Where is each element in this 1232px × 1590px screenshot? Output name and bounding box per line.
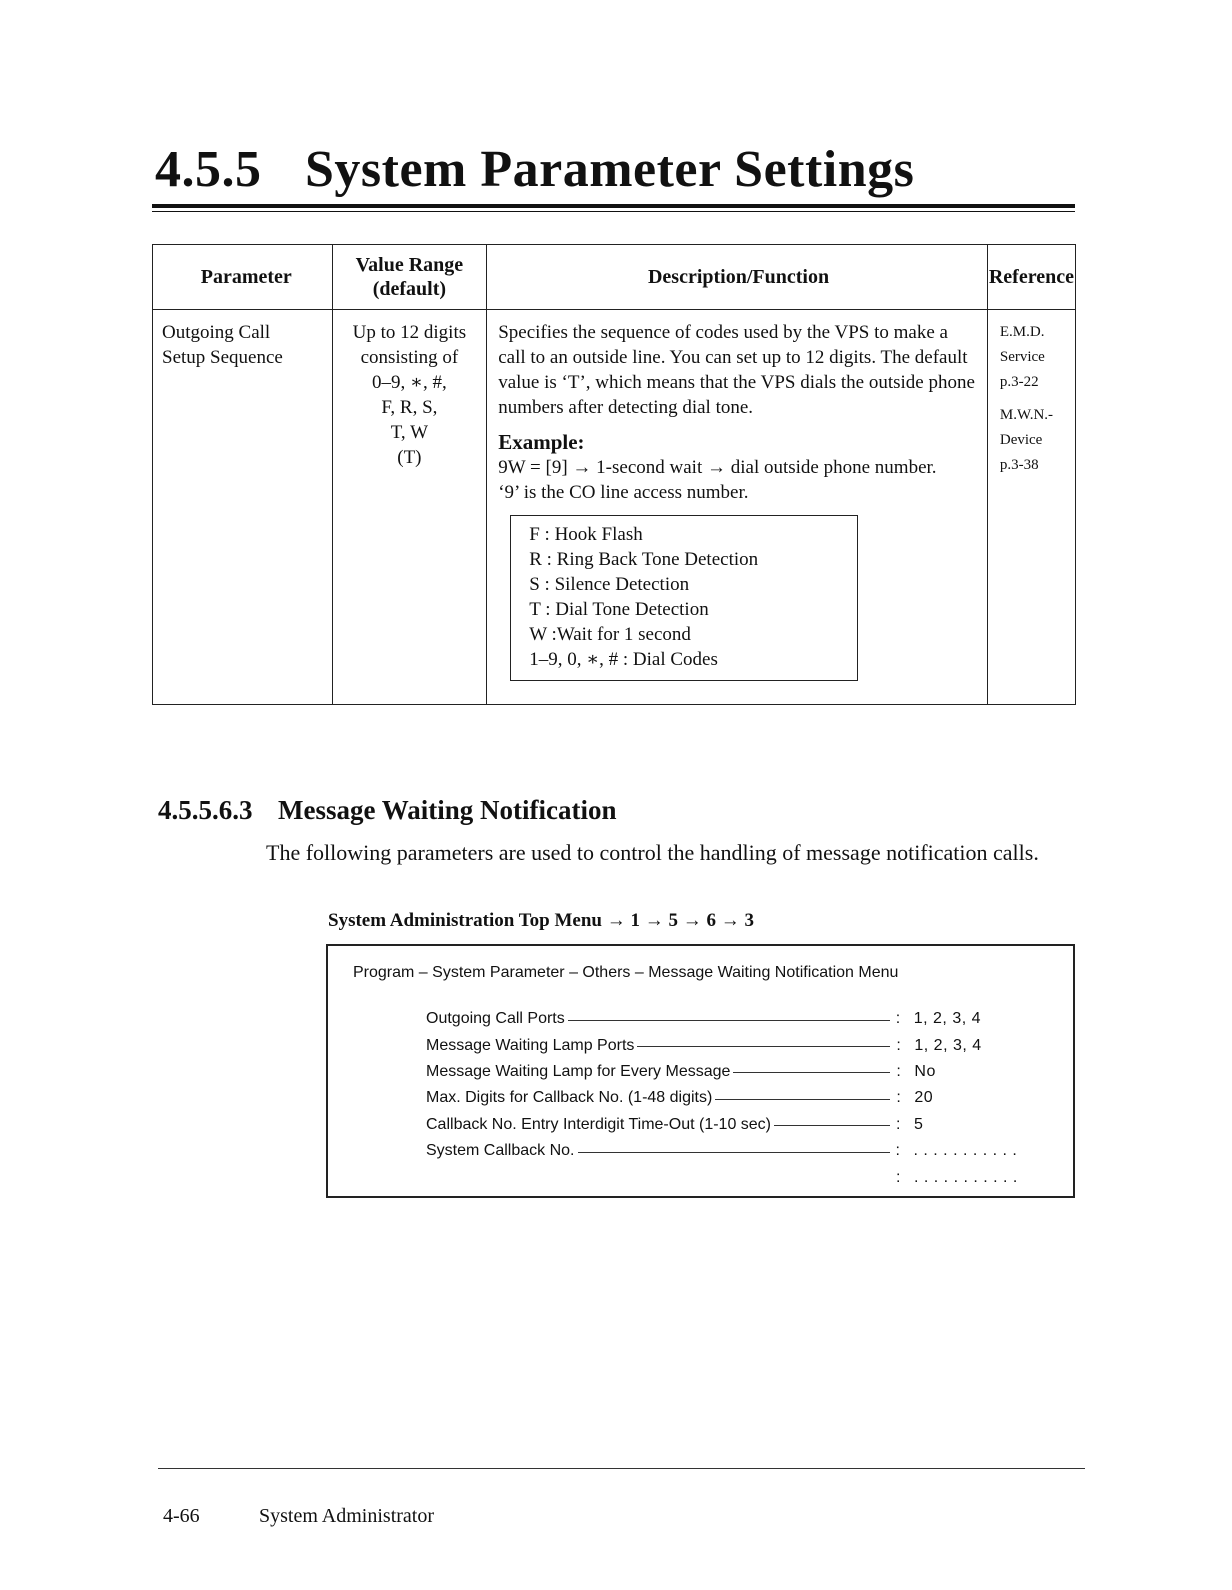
menu-row: [426, 1138, 1018, 1164]
parameter-table: [152, 244, 1076, 705]
code-item: T : Dial Tone Detection: [529, 599, 709, 620]
example-line: ‘9’ is the CO line access number.: [498, 482, 749, 503]
reference-line: M.W.N.-: [999, 407, 1054, 423]
menu-row-label: System Callback No.: [426, 1142, 575, 1160]
menu-row-separator: :: [896, 1115, 901, 1133]
subsection-title: Message Waiting Notification: [278, 795, 617, 825]
reference-line: E.M.D.: [999, 324, 1045, 340]
menu-row-label: Message Waiting Lamp for Every Message: [426, 1062, 731, 1080]
menu-row-value: 5: [914, 1115, 924, 1133]
cell-description: [487, 310, 988, 705]
parameter-line: Outgoing Call: [162, 322, 271, 343]
reference-line: p.3-38: [999, 457, 1039, 473]
menu-row-separator: :: [896, 1089, 901, 1107]
intro-paragraph: The following parameters are used to control the handling of message notification calls.: [266, 840, 1039, 865]
leader-line: [637, 1046, 890, 1047]
reference-line: p.3-22: [999, 374, 1039, 390]
leader-line: [568, 1020, 890, 1021]
menu-row-label: Max. Digits for Callback No. (1-48 digits): [426, 1089, 713, 1107]
dial-codes-box: [510, 515, 858, 681]
header-value-range: [332, 245, 487, 310]
example-heading: Example:: [498, 430, 585, 454]
range-line: Up to 12 digits: [352, 322, 467, 343]
menu-row-label: Outgoing Call Ports: [426, 1010, 565, 1028]
menu-row-value: . . . . . . . . . . .: [914, 1168, 1018, 1186]
menu-row-separator: :: [896, 1062, 901, 1080]
menu-row-separator: :: [896, 1036, 901, 1054]
title-rule-thin: [152, 211, 1075, 212]
menu-row-separator: :: [896, 1168, 901, 1186]
range-line: F, R, S,: [381, 397, 438, 418]
code-item: 1–9, 0, ∗, # : Dial Codes: [529, 649, 718, 670]
header-reference: Reference: [987, 245, 1075, 310]
menu-screen: [326, 944, 1075, 1198]
cell-parameter: [153, 310, 333, 705]
menu-path: System Administration Top Menu → 1 → 5 → 6 → 3: [328, 910, 754, 931]
menu-row-separator: :: [895, 1142, 900, 1160]
menu-row: [426, 1085, 1018, 1111]
cell-value-range: [332, 310, 487, 705]
table-row: [153, 310, 1076, 705]
reference-line: Service: [999, 349, 1045, 365]
menu-row-value: 20: [914, 1089, 934, 1107]
code-item: S : Silence Detection: [529, 574, 690, 595]
menu-row: [426, 1006, 1018, 1032]
menu-row-value: . . . . . . . . . . .: [913, 1142, 1018, 1160]
range-default: (T): [397, 447, 422, 468]
menu-row-label: Callback No. Entry Interdigit Time-Out (1-10 sec): [426, 1115, 772, 1133]
table-header-row: [153, 245, 1076, 310]
cell-reference: [987, 310, 1075, 705]
header-value-range-line1: Value Range: [355, 254, 464, 276]
range-line: consisting of: [360, 347, 459, 368]
leader-line: [715, 1099, 890, 1100]
menu-title: Program – System Parameter – Others – Message Waiting Notification Menu: [353, 964, 899, 981]
page-number: 4-66: [163, 1505, 200, 1527]
menu-row-separator: :: [895, 1010, 901, 1028]
menu-row: [426, 1059, 1018, 1085]
leader-line: [578, 1152, 890, 1153]
code-item: R : Ring Back Tone Detection: [529, 549, 759, 570]
example-line: 9W = [9] → 1-second wait → dial outside phone number.: [498, 457, 937, 478]
code-item: F : Hook Flash: [529, 524, 643, 545]
page-footer: [163, 1505, 434, 1528]
menu-row-value: No: [914, 1062, 936, 1080]
description-text: Specifies the sequence of codes used by the VPS to make a call to an outside line. You can set up to 12 digits. The default value is ‘T’, which means that the VPS dials the outside phone numbers after detecting dial tone.: [498, 322, 975, 418]
footer-rule: [158, 1468, 1085, 1469]
title-rule: [152, 204, 1075, 208]
header-parameter: Parameter: [153, 245, 333, 310]
menu-row: [426, 1032, 1018, 1058]
reference-line: Device: [999, 432, 1043, 448]
section-title-text: System Parameter Settings: [305, 141, 915, 198]
leader-line: [774, 1125, 890, 1126]
range-line: T, W: [390, 422, 429, 443]
section-title: [155, 140, 914, 199]
subsection-heading: [158, 795, 616, 826]
menu-row-value: 1, 2, 3, 4: [913, 1010, 981, 1028]
menu-row: [426, 1112, 1018, 1138]
menu-rows: [426, 1006, 1018, 1191]
header-value-range-line2: (default): [372, 278, 447, 300]
range-line: 0–9, ∗, #,: [372, 372, 447, 393]
header-description: Description/Function: [487, 245, 988, 310]
section-number: 4.5.5: [155, 141, 262, 198]
menu-row: [426, 1164, 1018, 1190]
footer-title: System Administrator: [259, 1505, 434, 1527]
parameter-line: Setup Sequence: [162, 347, 283, 368]
code-item: W :Wait for 1 second: [529, 624, 691, 645]
menu-row-label: Message Waiting Lamp Ports: [426, 1036, 635, 1054]
menu-row-value: 1, 2, 3, 4: [914, 1036, 982, 1054]
subsection-number: 4.5.5.6.3: [158, 795, 253, 825]
leader-line: [733, 1072, 890, 1073]
